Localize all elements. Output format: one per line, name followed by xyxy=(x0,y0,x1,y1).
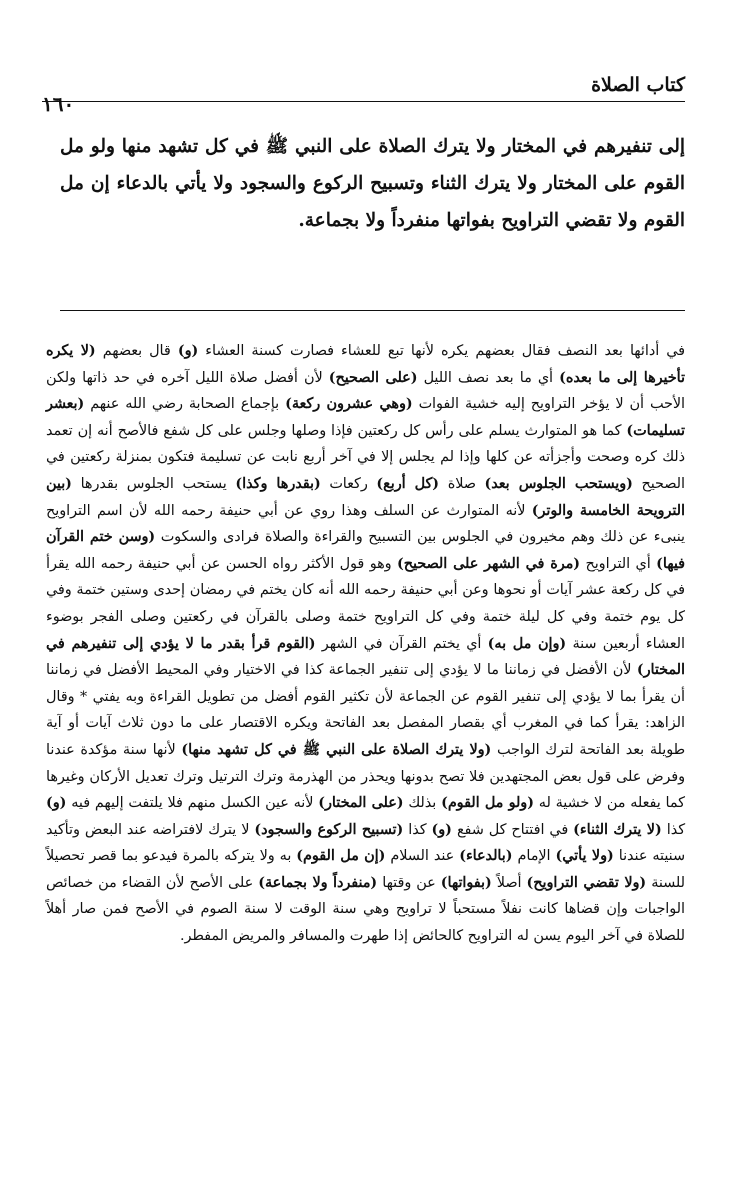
matn-quote: (بقدرها وكذا) xyxy=(235,475,321,492)
commentary-run: كذا xyxy=(661,821,685,838)
commentary-run: كذا xyxy=(403,821,432,838)
matn-quote: (على المختار) xyxy=(318,795,404,812)
commentary-run: لأنه عين الكسل منهم فلا يلتفت إليهم فيه xyxy=(66,795,319,812)
matn-quote: (و) xyxy=(177,343,199,359)
matn-quote: (بين الترويحة الخامسة والوتر) xyxy=(46,475,685,519)
matn-quote: (ولا يأتي) xyxy=(555,848,614,865)
page-header xyxy=(42,74,685,116)
matn-quote: (وهي عشرون ركعة) xyxy=(285,396,413,413)
commentary-run: أصلاً xyxy=(491,874,527,891)
matn-quote: (تسبيح الركوع والسجود) xyxy=(254,821,404,838)
commentary-run: في أدائها بعد النصف فقال بعضهم يكره لأنها تبع للعشاء فصارت كسنة العشاء xyxy=(198,343,685,359)
commentary-run: قال بعضهم xyxy=(95,343,178,359)
commentary-run: على الأصح لأن القضاء من خصائص الواجبات وإن قضاها كانت نفلاً مستحباً لا تراويح وهي سنة الوقت لا سنة الصوم في الأصح فمن صار أهلاً للصلاة في آخر اليوم يسن له التراويح كالحائض إذا طهرت والمسافر والمريض المفطر. xyxy=(46,874,685,945)
matn-quote: (ويستحب الجلوس بعد) xyxy=(484,475,633,492)
commentary-run: به ولا يتركه بالمرة فيدعو بما قصر تحصيلاً للسنة xyxy=(46,848,686,891)
commentary-run: أي التراويح xyxy=(580,555,657,572)
chapter-title: كتاب الصلاة xyxy=(591,74,685,96)
commentary-run: صلاة xyxy=(439,475,485,492)
header-divider xyxy=(42,101,685,102)
commentary-run: بذلك xyxy=(403,795,442,812)
matn-quote: (لا يكره تأخيرها إلى ما بعده) xyxy=(46,343,685,386)
commentary-run: لأنه المتوارث عن السلف وهذا روي عن أبي حنيفة رحمه الله لأن اسم التراويح ينبىء عن ذلك وهم مخيرون في الجلوس بين التسبيح والقراءة والصلاة فرادى والسكوت xyxy=(46,502,685,546)
matn-quote: (وإن مل به) xyxy=(487,635,567,652)
commentary-run: الإمام xyxy=(512,848,556,865)
commentary-run: عن وقتها xyxy=(377,874,441,891)
matn-quote: (وسن ختم القرآن فيها) xyxy=(46,529,685,572)
commentary-run: لأن أفضل صلاة الليل آخره في حد ذاتها ولكن الأحب أن لا يؤخر التراويح إليه خشية الفوات xyxy=(46,369,686,413)
commentary-run: لأنها سنة مؤكدة عندنا وفرض على قول بعض المجتهدين فلا تصح بدونها ويحذر من الهذرمة وترك الترتيل وترك تعديل الأركان وغيرها كما يفعله من لا خشية له xyxy=(46,741,685,812)
matn-quote: (على الصحيح) xyxy=(328,369,418,386)
matn-quote: (ولا تقضي التراويح) xyxy=(526,874,647,891)
commentary-run: أي ما بعد نصف الليل xyxy=(417,369,560,386)
commentary-run: أي يختم القرآن في الشهر xyxy=(315,635,488,652)
commentary-run: وهو قول الأكثر رواه الحسن عن أبي حنيفة رحمه الله يقرأ في كل ركعة عشر آيات أو نحوها وعن أبي حنيفة رحمه الله أنه كان يختم في رمضان إحدى وستين ختمة وفي كل يوم ختمة وفي كل ليلة ختمة وفي كل التراويح ختمة وصلى بالقرآن في ركعتين وصلى الفجر بوضوء العشاء أربعين سنة xyxy=(46,555,685,652)
commentary-run: لأن الأفضل في زماننا ما لا يؤدي إلى تنفير الجماعة كذا في الاختيار وفي المحيط الأفضل في زماننا أن يقرأ بما لا يؤدي إلى تنفير القوم عن الجماعة لأن تكثير القوم أفضل من تطويل القراءة وبه يفتي * وقال الزاهد: يقرأ كما في المغرب أي بقصار المفصل بعد الفاتحة ويكره الاقتصار على ما دون ثلاث آيات أو آية طويلة بعد الفاتحة لترك الواجب xyxy=(46,662,685,758)
section-divider xyxy=(60,310,685,311)
commentary-run: يستحب الجلوس بقدرها xyxy=(71,475,236,492)
matn-quote: (كل أربع) xyxy=(376,475,440,492)
commentary-run: كما هو المتوارث يسلم على رأس كل ركعتين فإذا وصلها وجلس على كل شفع فالأصح أنه إن تعمد ذلك كره وصحت وأجزأته عن كلها وإذا لم يجلس إلا في آخر أربع نابت عن تسليمة فتكون بمنزلة ركعتين في الصحيح xyxy=(46,422,685,492)
matn-quote: (ولو مل القوم) xyxy=(441,795,534,812)
matn-quote: (ولا يترك الصلاة على النبي ﷺ في كل تشهد منها) xyxy=(181,741,492,758)
main-text: إلى تنفيرهم في المختار ولا يترك الصلاة على النبي ﷺ في كل تشهد منها ولو مل القوم على المختار ولا يترك الثناء وتسبيح الركوع والسجود ولا يأتي بالدعاء إن مل القوم ولا تقضي التراويح بفواتها منفرداً ولا بجماعة. xyxy=(60,136,685,231)
matn-quote: (بفواتها) xyxy=(440,874,492,891)
matn-quote: (لا يترك الثناء) xyxy=(573,821,662,838)
matn-quote: (منفرداً ولا بجماعة) xyxy=(258,874,378,891)
commentary-run: عند السلام xyxy=(385,848,460,865)
commentary-run: بإجماع الصحابة رضي الله عنهم xyxy=(84,396,286,413)
commentary-text xyxy=(46,338,685,950)
matn-quote: (و) xyxy=(46,795,67,812)
matn-quote: (و) xyxy=(431,821,452,838)
commentary-run: في افتتاح كل شفع xyxy=(451,821,574,838)
matn-quote: (القوم قرأ بقدر ما لا يؤدي إلى تنفيرهم في المختار) xyxy=(46,635,685,679)
matn-quote: (إن مل القوم) xyxy=(296,848,386,865)
commentary-run: ركعات xyxy=(320,475,377,492)
matn-quote: (مرة في الشهر على الصحيح) xyxy=(396,555,581,572)
matn-quote: (بعشر تسليمات) xyxy=(46,396,685,439)
commentary-run: لا يترك لافتراضه عند البعض وتأكيد سنيته عندنا xyxy=(46,821,685,865)
matn-quote: (بالدعاء) xyxy=(459,848,513,865)
page-number: ١٦٠ xyxy=(42,92,75,116)
